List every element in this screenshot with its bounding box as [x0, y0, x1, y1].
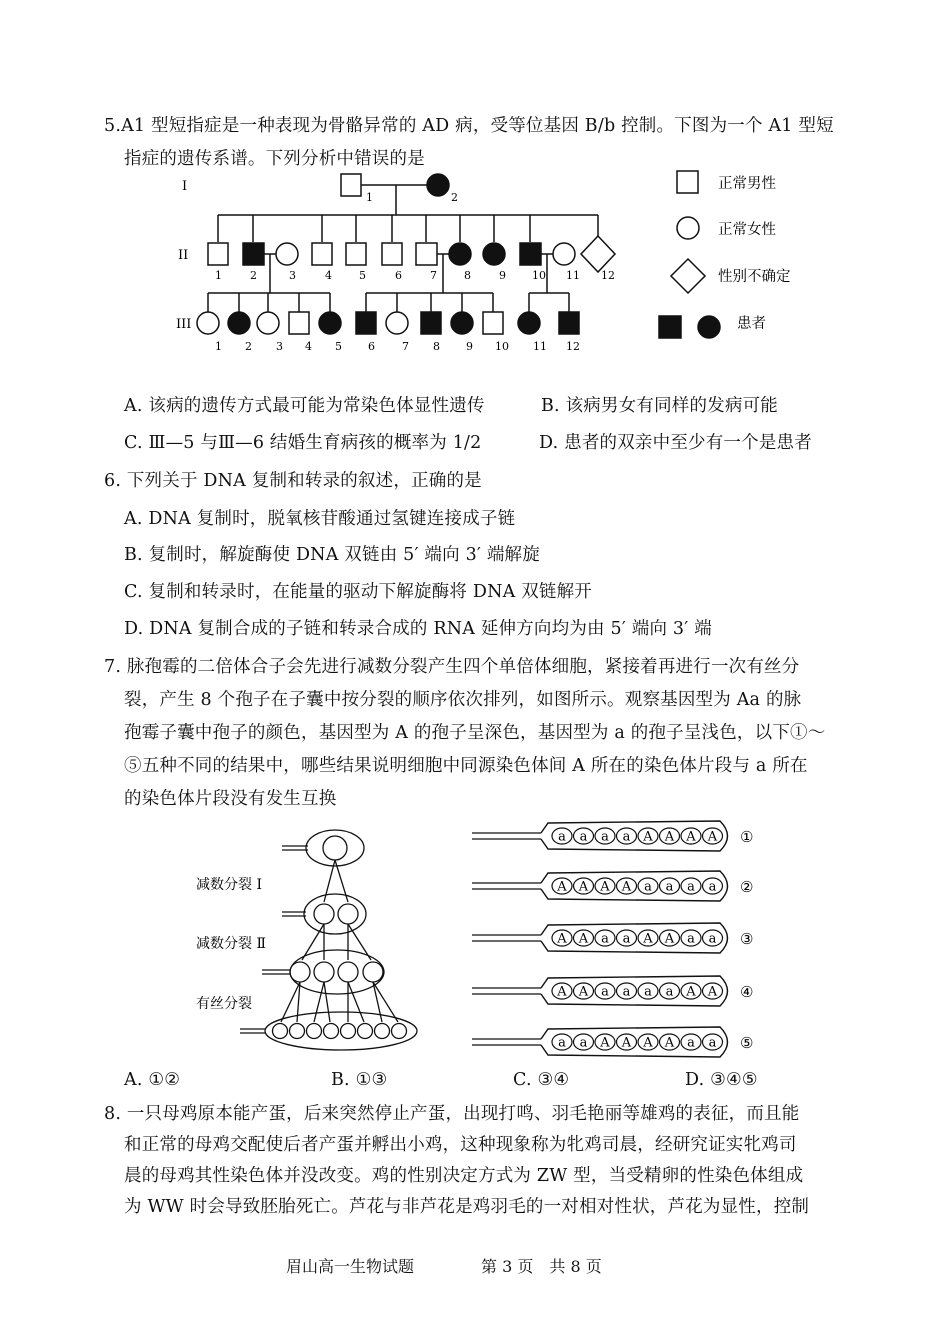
legend-female-label: 正常女性 [718, 222, 776, 238]
spore-genotype-4-5: a [644, 984, 652, 1000]
spore-genotype-5-3: A [600, 1035, 610, 1051]
spore-genotype-1-2: a [579, 829, 588, 845]
gen2-label: 7 [430, 269, 437, 282]
gen2-label: 8 [464, 269, 471, 282]
q8-stem-line4: 为 WW 时会导致胚胎死亡。芦花与非芦花是鸡羽毛的一对相对性状，芦花为显性，控制 [124, 1197, 810, 1217]
gen2-individual-2 [243, 243, 264, 265]
q7-stem-line2: 裂，产生 8 个孢子在子囊中按分裂的顺序依次排列，如图所示。观察基因型为 Aa 的脉 [124, 690, 802, 710]
spore-genotype-4-6: a [665, 984, 674, 1000]
spore-genotype-2-2: A [578, 879, 589, 895]
spore-genotype-1-6: A [664, 829, 675, 845]
gen3-label: 6 [368, 340, 375, 353]
gen2-label: 2 [250, 269, 257, 282]
q7-stem-line5: 的染色体片段没有发生互换 [124, 789, 337, 809]
spore-genotype-3-8: a [708, 931, 717, 947]
ascus-label-1: ① [740, 828, 754, 846]
spore-genotype-1-4: a [622, 829, 631, 845]
generation-label-1: I [182, 179, 188, 194]
pedigree-chart [0, 165, 950, 365]
legend-male-symbol [677, 171, 698, 193]
ascus-label-5: ⑤ [740, 1034, 754, 1052]
gen3-label: 12 [566, 340, 580, 353]
gen2-label: 3 [289, 269, 296, 282]
stage-mitosis: 有丝分裂 [196, 996, 252, 1012]
gen3-label: 4 [305, 340, 312, 353]
gen2-individual-5 [346, 243, 366, 265]
ascus-label-4: ④ [740, 983, 754, 1001]
gen3-label: 10 [495, 340, 509, 353]
footer-title: 眉山高一生物试题 [286, 1257, 415, 1276]
gen2-individual-1 [208, 243, 228, 265]
spore-genotype-1-8: A [707, 829, 718, 845]
spore-genotype-2-7: a [687, 879, 695, 895]
gen2-individual-12 [581, 236, 615, 272]
spore-genotype-2-3: A [600, 879, 610, 895]
gen3-label: 11 [533, 340, 547, 353]
spore-genotype-4-4: a [622, 984, 631, 1000]
generation-label-3: III [176, 317, 192, 332]
spore-genotype-3-2: A [578, 931, 589, 947]
gen1-individual-1 [341, 174, 361, 196]
spore-genotype-5-4: A [621, 1035, 632, 1051]
q7-option-b: B. ①③ [331, 1070, 388, 1090]
gen3-label: 8 [433, 340, 440, 353]
spore-genotype-4-8: A [707, 984, 718, 1000]
spore-genotype-2-6: a [665, 879, 674, 895]
gen3-individual-4 [289, 312, 309, 334]
gen3-individual-6 [356, 312, 376, 334]
spore-genotype-5-7: a [687, 1035, 695, 1051]
spore-genotype-2-8: a [708, 879, 717, 895]
q6-option-c: C. 复制和转录时，在能量的驱动下解旋酶将 DNA 双链解开 [124, 582, 592, 602]
q6-stem: 6. 下列关于 DNA 复制和转录的叙述，正确的是 [104, 471, 482, 491]
q6-option-a: A. DNA 复制时，脱氧核苷酸通过氢键连接成子链 [124, 509, 516, 529]
gen2-individual-9 [483, 243, 505, 265]
q7-stem-line4: ⑤五种不同的结果中，哪些结果说明细胞中同源染色体间 A 所在的染色体片段与 a 所在 [124, 756, 808, 776]
q5-stem-line1: 5.A1 型短指症是一种表现为骨骼异常的 AD 病，受等位基因 B/b 控制。下图为一个 A1 型短 [104, 116, 834, 136]
gen2-label: 10 [532, 269, 546, 282]
gen2-label: 4 [325, 269, 332, 282]
q7-option-a: A. ①② [124, 1070, 181, 1090]
gen1-individual-2 [427, 174, 449, 196]
gen3-individual-11 [518, 312, 540, 334]
gen2-label: 5 [359, 269, 366, 282]
gen3-individual-3 [257, 312, 279, 334]
legend-male-label: 正常男性 [718, 176, 776, 192]
legend-affected-label: 患者 [737, 316, 766, 332]
gen2-individual-4 [312, 243, 332, 265]
spore-genotype-1-7: A [686, 829, 696, 845]
spore-genotype-4-1: A [557, 984, 567, 1000]
spore-genotype-3-7: a [687, 931, 695, 947]
spore-genotype-2-5: a [644, 879, 652, 895]
q5-option-c: C. Ⅲ—5 与Ⅲ—6 结婚生育病孩的概率为 1/2 [124, 433, 482, 453]
gen3-individual-1 [197, 312, 219, 334]
gen3-label: 7 [402, 340, 409, 353]
q8-stem-line1: 8. 一只母鸡原本能产蛋，后来突然停止产蛋，出现打鸣、羽毛艳丽等雄鸡的表征，而且能 [104, 1104, 800, 1124]
spore-genotype-1-5: A [643, 829, 653, 845]
spore-genotype-5-5: A [643, 1035, 653, 1051]
gen2-label: 6 [395, 269, 402, 282]
spore-genotype-4-3: a [601, 984, 609, 1000]
stage-meiosis-1: 减数分裂 Ⅰ [196, 877, 262, 893]
gen2-label: 12 [601, 269, 615, 282]
spore-genotype-5-1: a [558, 1035, 566, 1051]
q5-option-b: B. 该病男女有同样的发病可能 [541, 396, 778, 416]
spore-genotype-1-1: a [558, 829, 566, 845]
spore-genotype-3-1: A [557, 931, 567, 947]
gen3-individual-10 [483, 312, 503, 334]
gen3-individual-12 [559, 312, 579, 334]
generation-label-2: II [178, 248, 189, 263]
q7-option-d: D. ③④⑤ [685, 1070, 758, 1090]
gen2-individual-8 [449, 243, 471, 265]
gen3-individual-7 [386, 312, 408, 334]
spore-genotype-4-2: A [578, 984, 589, 1000]
spore-genotype-5-6: A [664, 1035, 675, 1051]
gen3-individual-9 [451, 312, 473, 334]
spore-genotype-3-4: a [622, 931, 631, 947]
gen2-individual-10 [520, 243, 541, 265]
q5-option-d: D. 患者的双亲中至少有一个是患者 [539, 433, 812, 453]
spore-genotype-4-7: A [686, 984, 696, 1000]
stage-meiosis-2: 减数分裂 Ⅱ [196, 936, 266, 952]
ascus-division-diagram [0, 820, 470, 1060]
gen3-label: 2 [245, 340, 252, 353]
legend-affected-female-symbol [698, 316, 720, 338]
spore-genotype-3-3: a [601, 931, 609, 947]
spore-genotype-2-4: A [621, 879, 632, 895]
legend-unknown-label: 性别不确定 [718, 269, 791, 285]
ascus-label-2: ② [740, 878, 754, 896]
gen2-label: 1 [215, 269, 222, 282]
q7-option-c: C. ③④ [513, 1070, 570, 1090]
gen1-label-1: 1 [366, 191, 373, 204]
gen2-individual-11 [553, 243, 575, 265]
gen2-individual-3 [276, 243, 298, 265]
gen3-label: 3 [276, 340, 283, 353]
gen3-label: 9 [466, 340, 473, 353]
gen3-label: 5 [335, 340, 342, 353]
q8-stem-line3: 晨的母鸡其性染色体并没改变。鸡的性别决定方式为 ZW 型，当受精卵的性染色体组成 [124, 1166, 804, 1186]
gen3-individual-5 [319, 312, 341, 334]
q5-option-a: A. 该病的遗传方式最可能为常染色体显性遗传 [124, 396, 485, 416]
q6-option-b: B. 复制时，解旋酶使 DNA 双链由 5′ 端向 3′ 端解旋 [124, 545, 540, 565]
spore-genotype-2-1: A [557, 879, 567, 895]
gen1-label-2: 2 [451, 191, 458, 204]
spore-genotype-3-5: A [643, 931, 653, 947]
spore-genotype-1-3: a [601, 829, 609, 845]
asci-results-diagram [460, 815, 780, 1065]
gen2-individual-6 [382, 243, 402, 265]
spore-genotype-5-2: a [579, 1035, 588, 1051]
gen2-individual-7 [416, 243, 437, 265]
footer-page-number: 第 3 页 共 8 页 [481, 1257, 602, 1276]
ascus-label-3: ③ [740, 930, 754, 948]
spore-genotype-5-8: a [708, 1035, 717, 1051]
gen2-label: 9 [499, 269, 506, 282]
spore-genotype-3-6: A [664, 931, 675, 947]
legend-female-symbol [677, 217, 699, 239]
q8-stem-line2: 和正常的母鸡交配使后者产蛋并孵出小鸡，这种现象称为牝鸡司晨，经研究证实牝鸡司 [124, 1135, 797, 1155]
q7-stem-line1: 7. 脉孢霉的二倍体合子会先进行减数分裂产生四个单倍体细胞，紧接着再进行一次有丝分 [104, 657, 800, 677]
gen3-individual-2 [228, 312, 250, 334]
legend-affected-male-symbol [659, 316, 681, 338]
gen2-label: 11 [566, 269, 580, 282]
q7-stem-line3: 孢霉子囊中孢子的颜色，基因型为 A 的孢子呈深色，基因型为 a 的孢子呈浅色，以下①～ [124, 723, 826, 743]
q6-option-d: D. DNA 复制合成的子链和转录合成的 RNA 延伸方向均为由 5′ 端向 3′ 端 [124, 619, 712, 639]
legend-unknown-symbol [671, 259, 705, 293]
gen3-label: 1 [215, 340, 222, 353]
q5-stem-line2: 指症的遗传系谱。下列分析中错误的是 [124, 149, 425, 169]
gen3-individual-8 [421, 312, 441, 334]
